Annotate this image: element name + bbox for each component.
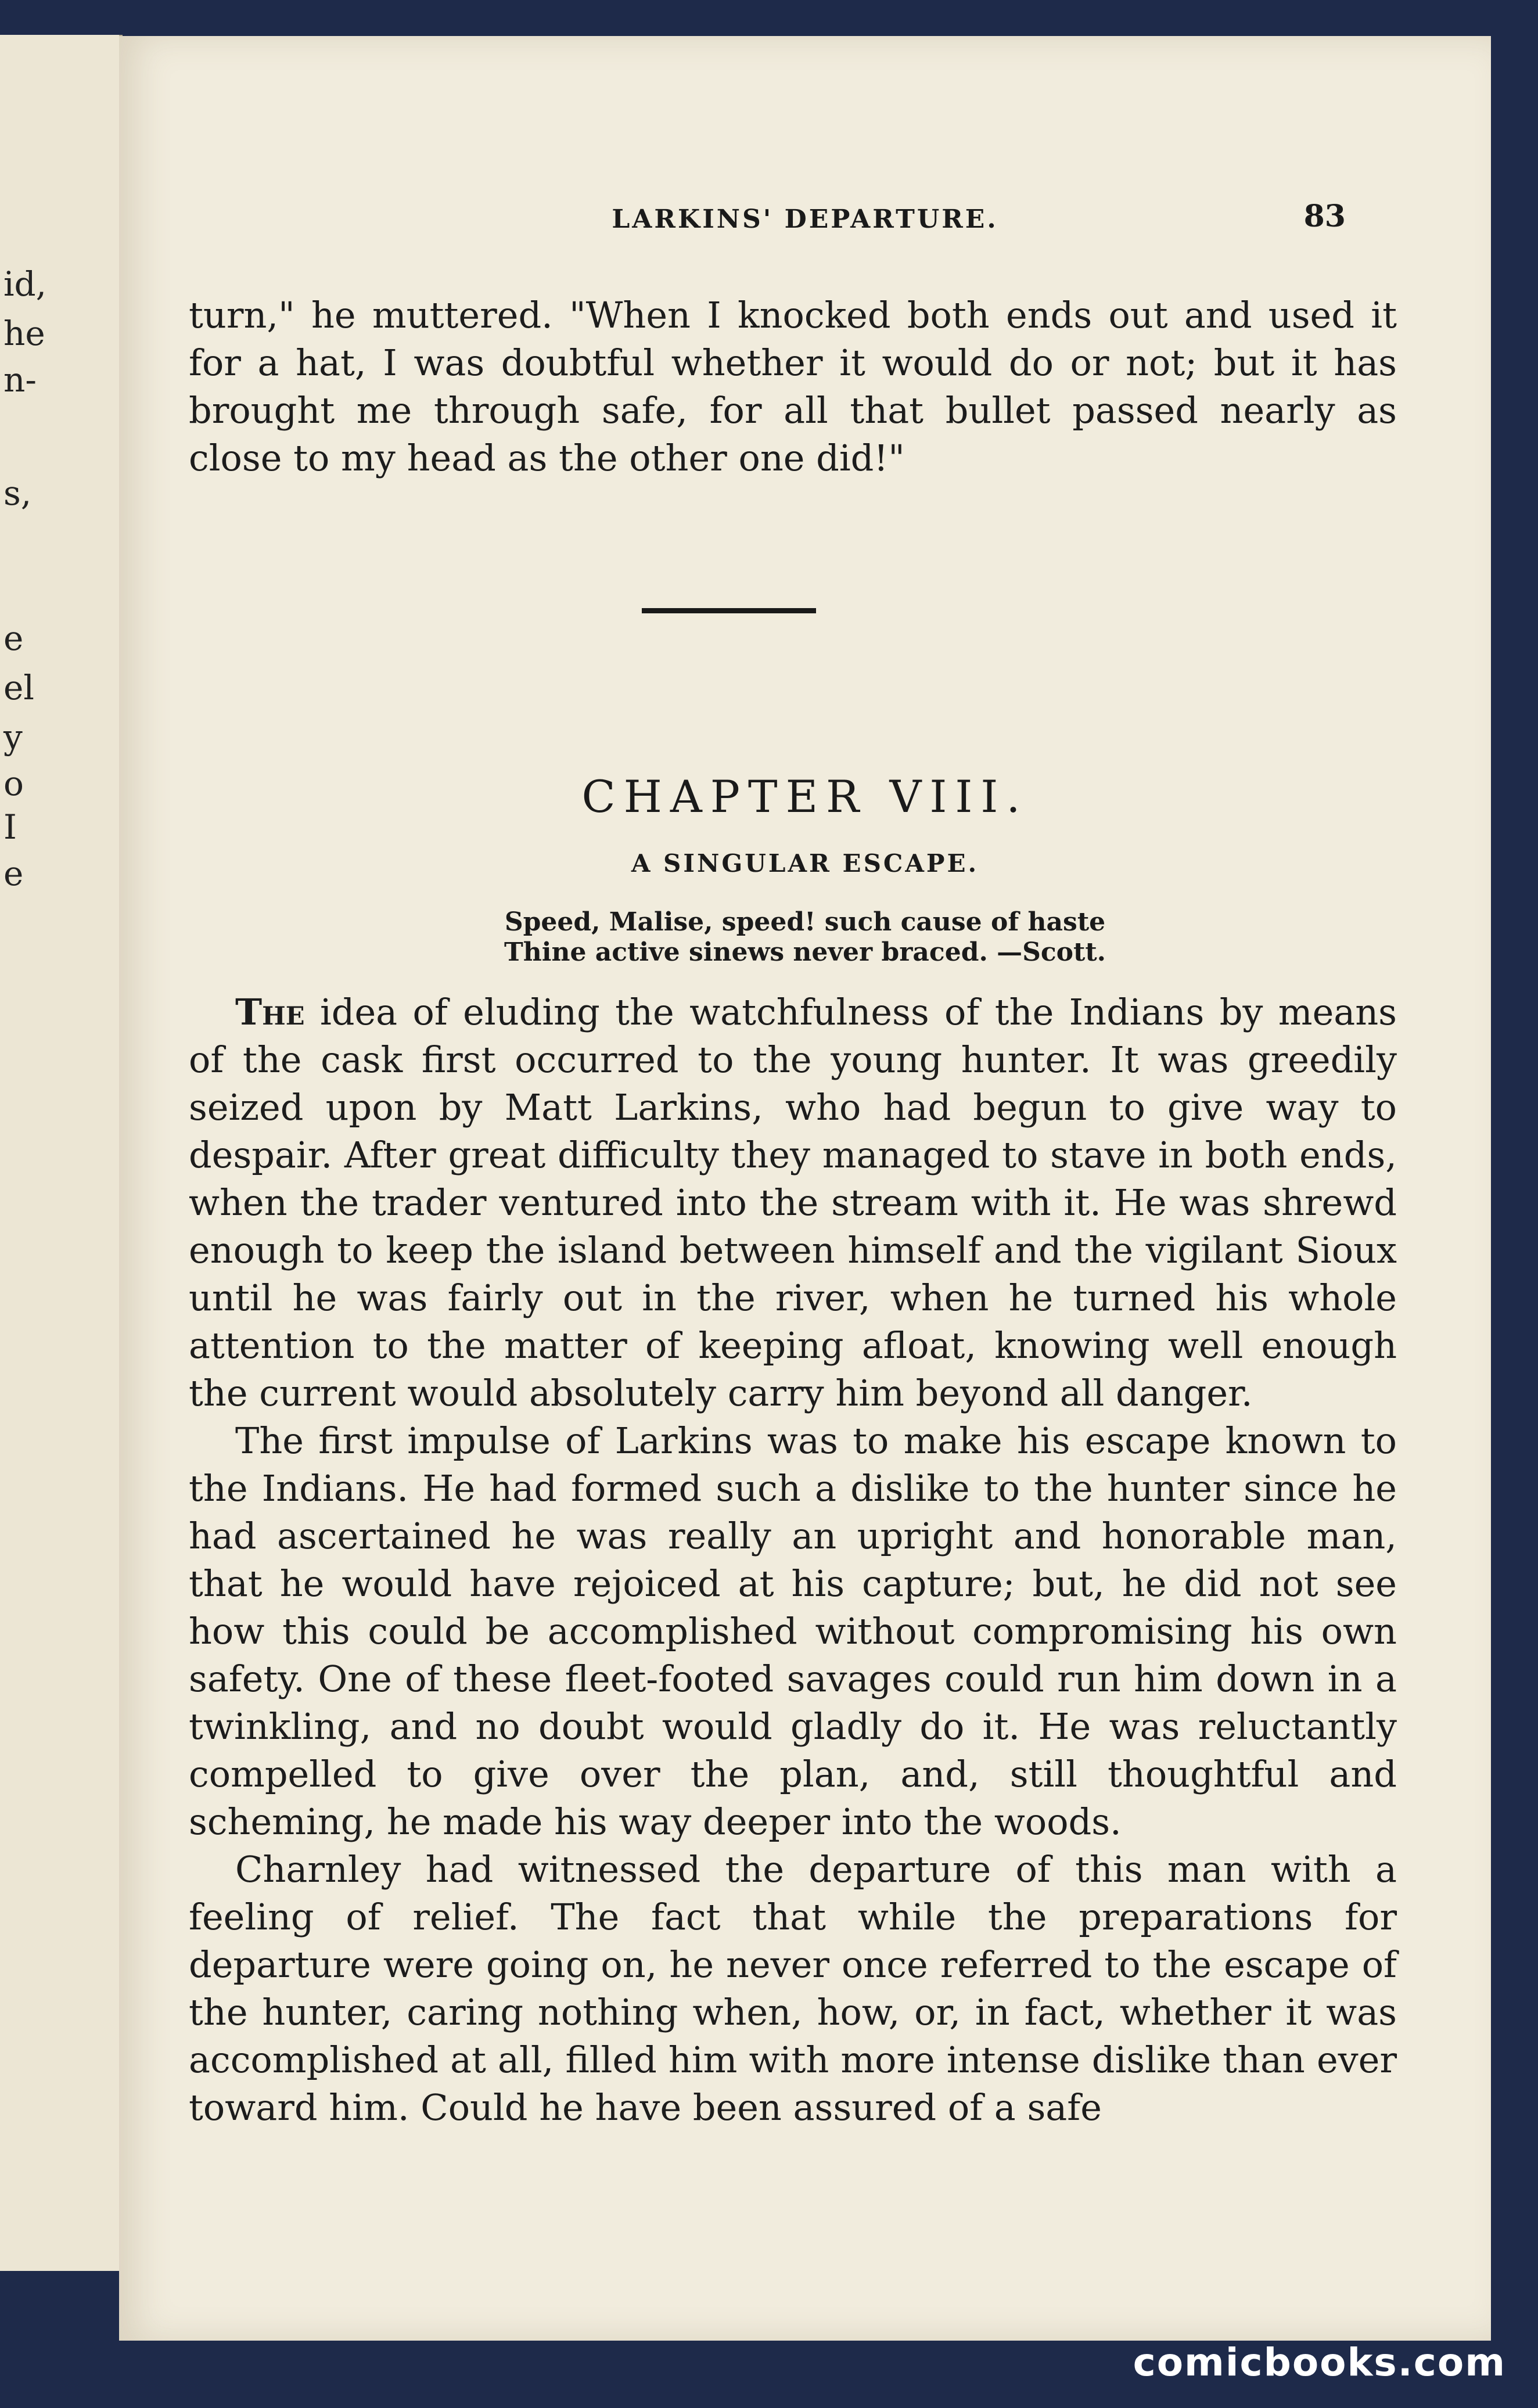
opening-paragraph: turn," he muttered. "When I knocked both ends out and used it for a hat, I was doubtful whether it would do or not; but it has brought me through safe, for all that bullet passed nearly as close to my head as the other one did!" xyxy=(189,294,1397,479)
paragraph-lead-word: The xyxy=(235,991,305,1033)
paragraph: Charnley had witnessed the departure of this man with a feeling of relief. The fact that while the preparations for departure were going on, he never once referred to the escape of the hunter, caring nothing when, how, or, in fact, whether it was accomplished at all, filled him with more intense dislike than ever toward him. Could he have been assured of a safe xyxy=(189,1848,1397,2129)
left-page-fragment: e xyxy=(3,854,24,893)
running-head: LARKINS' DEPARTURE. xyxy=(612,204,998,234)
opening-paragraph-block xyxy=(189,292,1397,482)
left-page-fragment: id, xyxy=(3,264,47,304)
left-page-fragment: e xyxy=(3,619,24,658)
page-number: 83 xyxy=(1303,199,1346,234)
left-page-fragment: s, xyxy=(3,473,32,513)
section-divider-rule xyxy=(642,608,816,613)
paragraph-text: idea of eluding the watchfulness of the Indians by means of the cask first occurred to the young hunter. It was greedily seized upon by Matt Larkins, who had begun to give way to despair. After great difficulty they managed to stave in both ends, when the trader ventured into the stream with it. He was shrewd enough to keep the island between himself and the vigilant Sioux until he was fairly out in the river, when he turned his whole attention to the matter of keeping afloat, knowing well enough the current would absolutely carry him beyond all danger. xyxy=(189,991,1397,1414)
paragraph xyxy=(189,989,1397,1417)
left-page-fragment: el xyxy=(3,668,34,707)
chapter-title: CHAPTER VIII. xyxy=(581,771,1029,822)
epigraph-line-with-author xyxy=(119,937,1491,968)
left-page-fragment: he xyxy=(3,314,45,353)
left-page-fragment: I xyxy=(3,807,17,847)
epigraph-line: Thine active sinews never braced. xyxy=(504,937,988,967)
left-page-edge xyxy=(0,35,123,2271)
epigraph-author: —Scott. xyxy=(997,937,1106,967)
epigraph xyxy=(119,907,1491,968)
left-page-fragment: n- xyxy=(3,360,37,400)
site-watermark: comicbooks.com xyxy=(1133,2340,1506,2385)
left-page-fragment: o xyxy=(3,764,24,803)
chapter-subtitle: A SINGULAR ESCAPE. xyxy=(631,849,979,878)
epigraph-line: Speed, Malise, speed! such cause of haste xyxy=(504,907,1106,937)
book-page xyxy=(119,36,1491,2341)
chapter-body xyxy=(189,989,1397,2132)
left-page-fragment: y xyxy=(3,717,23,757)
paragraph: The first impulse of Larkins was to make his escape known to the Indians. He had formed such a dislike to the hunter since he had ascertained he was really an upright and honorable man, that he would have rejoiced at his capture; but, he did not see how this could be accomplished without compromising his own safety. One of these fleet-footed savages could run him down in a twinkling, and no doubt would gladly do it. He was reluctantly compelled to give over the plan, and, still thoughtful and scheming, he made his way deeper into the woods. xyxy=(189,1419,1397,1843)
